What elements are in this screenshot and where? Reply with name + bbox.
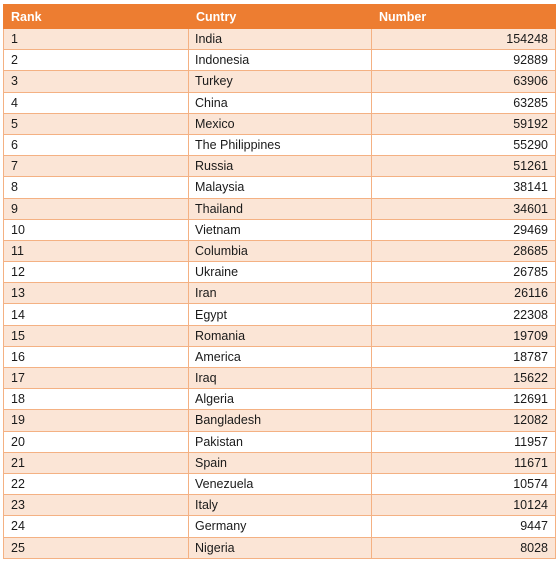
cell-rank: 7 [4, 156, 189, 177]
cell-number: 18787 [372, 346, 556, 367]
ranking-table [3, 4, 556, 559]
cell-number: 10574 [372, 473, 556, 494]
table-row [4, 198, 556, 219]
cell-number: 34601 [372, 198, 556, 219]
cell-rank: 24 [4, 516, 189, 537]
cell-country: America [189, 346, 372, 367]
cell-rank: 14 [4, 304, 189, 325]
cell-number: 15622 [372, 368, 556, 389]
header-row [4, 5, 556, 29]
table-row [4, 516, 556, 537]
cell-rank: 17 [4, 368, 189, 389]
cell-number: 8028 [372, 537, 556, 558]
cell-rank: 3 [4, 71, 189, 92]
cell-country: Thailand [189, 198, 372, 219]
cell-country: Egypt [189, 304, 372, 325]
cell-country: The Philippines [189, 134, 372, 155]
header-country: Cuntry [189, 5, 372, 29]
table-row [4, 113, 556, 134]
cell-country: Nigeria [189, 537, 372, 558]
cell-country: Venezuela [189, 473, 372, 494]
cell-number: 63285 [372, 92, 556, 113]
cell-rank: 13 [4, 283, 189, 304]
cell-country: Romania [189, 325, 372, 346]
cell-number: 154248 [372, 29, 556, 50]
table-row [4, 410, 556, 431]
cell-number: 11671 [372, 452, 556, 473]
table-row [4, 473, 556, 494]
cell-number: 59192 [372, 113, 556, 134]
cell-country: Columbia [189, 240, 372, 261]
cell-number: 92889 [372, 50, 556, 71]
cell-rank: 15 [4, 325, 189, 346]
table-header [4, 5, 556, 29]
table-row [4, 389, 556, 410]
cell-number: 12082 [372, 410, 556, 431]
table-row [4, 537, 556, 558]
cell-country: Malaysia [189, 177, 372, 198]
cell-rank: 16 [4, 346, 189, 367]
cell-rank: 9 [4, 198, 189, 219]
cell-rank: 22 [4, 473, 189, 494]
table-row [4, 304, 556, 325]
table-row [4, 29, 556, 50]
table-row [4, 71, 556, 92]
table-row [4, 283, 556, 304]
cell-country: Algeria [189, 389, 372, 410]
cell-country: Germany [189, 516, 372, 537]
cell-rank: 19 [4, 410, 189, 431]
cell-number: 26785 [372, 262, 556, 283]
cell-country: Ukraine [189, 262, 372, 283]
cell-number: 10124 [372, 495, 556, 516]
table-row [4, 177, 556, 198]
cell-rank: 8 [4, 177, 189, 198]
table-row [4, 346, 556, 367]
table-row [4, 325, 556, 346]
cell-rank: 21 [4, 452, 189, 473]
table-body [4, 29, 556, 559]
header-rank: Rank [4, 5, 189, 29]
table-row [4, 219, 556, 240]
cell-rank: 10 [4, 219, 189, 240]
cell-country: Vietnam [189, 219, 372, 240]
table-row [4, 156, 556, 177]
cell-number: 51261 [372, 156, 556, 177]
cell-rank: 6 [4, 134, 189, 155]
cell-country: Pakistan [189, 431, 372, 452]
cell-number: 11957 [372, 431, 556, 452]
cell-country: Mexico [189, 113, 372, 134]
table-row [4, 431, 556, 452]
cell-rank: 1 [4, 29, 189, 50]
table-row [4, 240, 556, 261]
table-row [4, 368, 556, 389]
cell-country: Indonesia [189, 50, 372, 71]
cell-rank: 23 [4, 495, 189, 516]
cell-country: Bangladesh [189, 410, 372, 431]
cell-number: 22308 [372, 304, 556, 325]
cell-number: 26116 [372, 283, 556, 304]
cell-country: China [189, 92, 372, 113]
header-number: Number [372, 5, 556, 29]
cell-number: 12691 [372, 389, 556, 410]
cell-number: 63906 [372, 71, 556, 92]
table-row [4, 262, 556, 283]
cell-rank: 18 [4, 389, 189, 410]
cell-number: 9447 [372, 516, 556, 537]
cell-number: 28685 [372, 240, 556, 261]
cell-number: 19709 [372, 325, 556, 346]
cell-rank: 5 [4, 113, 189, 134]
cell-number: 55290 [372, 134, 556, 155]
cell-rank: 20 [4, 431, 189, 452]
table-row [4, 495, 556, 516]
cell-rank: 25 [4, 537, 189, 558]
cell-rank: 11 [4, 240, 189, 261]
cell-rank: 4 [4, 92, 189, 113]
cell-number: 29469 [372, 219, 556, 240]
cell-country: Iran [189, 283, 372, 304]
cell-country: Iraq [189, 368, 372, 389]
cell-rank: 2 [4, 50, 189, 71]
cell-country: Italy [189, 495, 372, 516]
cell-country: Spain [189, 452, 372, 473]
cell-number: 38141 [372, 177, 556, 198]
table-row [4, 50, 556, 71]
table-row [4, 134, 556, 155]
table-row [4, 92, 556, 113]
cell-country: India [189, 29, 372, 50]
cell-country: Turkey [189, 71, 372, 92]
cell-rank: 12 [4, 262, 189, 283]
cell-country: Russia [189, 156, 372, 177]
ranking-table-container [3, 4, 555, 559]
table-row [4, 452, 556, 473]
